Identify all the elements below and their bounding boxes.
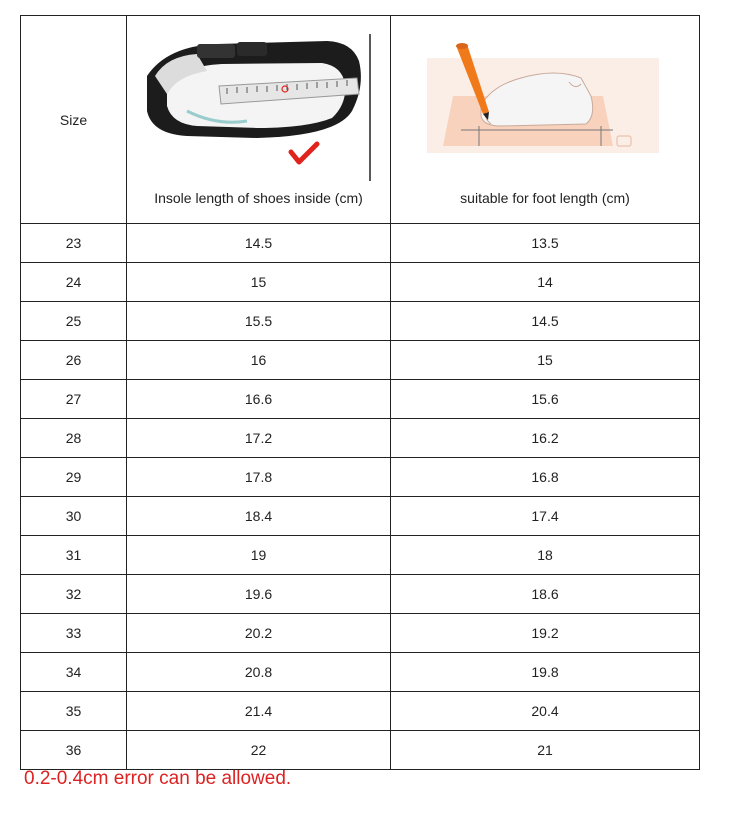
- table-row: [21, 575, 700, 614]
- insole-cell: 19.6: [127, 575, 391, 614]
- insole-header-cell: [127, 16, 391, 224]
- size-cell: 23: [21, 224, 127, 263]
- insole-cell: 16: [127, 341, 391, 380]
- size-cell: 26: [21, 341, 127, 380]
- table-row: [21, 614, 700, 653]
- size-cell: 28: [21, 419, 127, 458]
- table-row: [21, 458, 700, 497]
- foot-cell: 15.6: [391, 380, 700, 419]
- foot-cell: 17.4: [391, 497, 700, 536]
- size-cell: 31: [21, 536, 127, 575]
- size-cell: 33: [21, 614, 127, 653]
- foot-cell: 15: [391, 341, 700, 380]
- table-row: [21, 731, 700, 770]
- shoe-measure-illustration: [127, 16, 391, 186]
- insole-cell: 22: [127, 731, 391, 770]
- foot-header-cell: [391, 16, 700, 224]
- foot-cell: 21: [391, 731, 700, 770]
- size-header: Size: [59, 111, 88, 128]
- table-row: [21, 263, 700, 302]
- foot-cell: 14.5: [391, 302, 700, 341]
- foot-cell: 20.4: [391, 692, 700, 731]
- size-cell: 32: [21, 575, 127, 614]
- foot-cell: 19.2: [391, 614, 700, 653]
- foot-cell: 18: [391, 536, 700, 575]
- size-cell: 36: [21, 731, 127, 770]
- insole-cell: 15.5: [127, 302, 391, 341]
- insole-cell: 16.6: [127, 380, 391, 419]
- table-row: [21, 419, 700, 458]
- insole-cell: 21.4: [127, 692, 391, 731]
- foot-cell: 19.8: [391, 653, 700, 692]
- insole-cell: 19: [127, 536, 391, 575]
- table-row: [21, 653, 700, 692]
- size-cell: 34: [21, 653, 127, 692]
- insole-header: Insole length of shoes inside (cm): [154, 190, 363, 206]
- size-cell: 29: [21, 458, 127, 497]
- size-cell: 24: [21, 263, 127, 302]
- size-cell: 25: [21, 302, 127, 341]
- size-cell: 35: [21, 692, 127, 731]
- insole-cell: 15: [127, 263, 391, 302]
- table-row: [21, 302, 700, 341]
- insole-cell: 20.2: [127, 614, 391, 653]
- foot-measure-illustration: [391, 16, 700, 186]
- size-cell: 30: [21, 497, 127, 536]
- foot-cell: 16.8: [391, 458, 700, 497]
- size-header-cell: [21, 16, 127, 224]
- foot-cell: 13.5: [391, 224, 700, 263]
- table-row: [21, 224, 700, 263]
- insole-cell: 17.2: [127, 419, 391, 458]
- table-row: [21, 536, 700, 575]
- table-row: [21, 380, 700, 419]
- foot-cell: 14: [391, 263, 700, 302]
- foot-cell: 16.2: [391, 419, 700, 458]
- size-cell: 27: [21, 380, 127, 419]
- insole-cell: 20.8: [127, 653, 391, 692]
- insole-cell: 18.4: [127, 497, 391, 536]
- insole-cell: 14.5: [127, 224, 391, 263]
- table-row: [21, 497, 700, 536]
- foot-cell: 18.6: [391, 575, 700, 614]
- size-chart-table: [20, 15, 700, 770]
- table-row: [21, 341, 700, 380]
- foot-header: suitable for foot length (cm): [460, 190, 630, 206]
- insole-cell: 17.8: [127, 458, 391, 497]
- table-header-row: [21, 16, 700, 224]
- tolerance-note: 0.2-0.4cm error can be allowed.: [24, 768, 292, 789]
- table-row: [21, 692, 700, 731]
- check-mark-icon: [291, 144, 317, 162]
